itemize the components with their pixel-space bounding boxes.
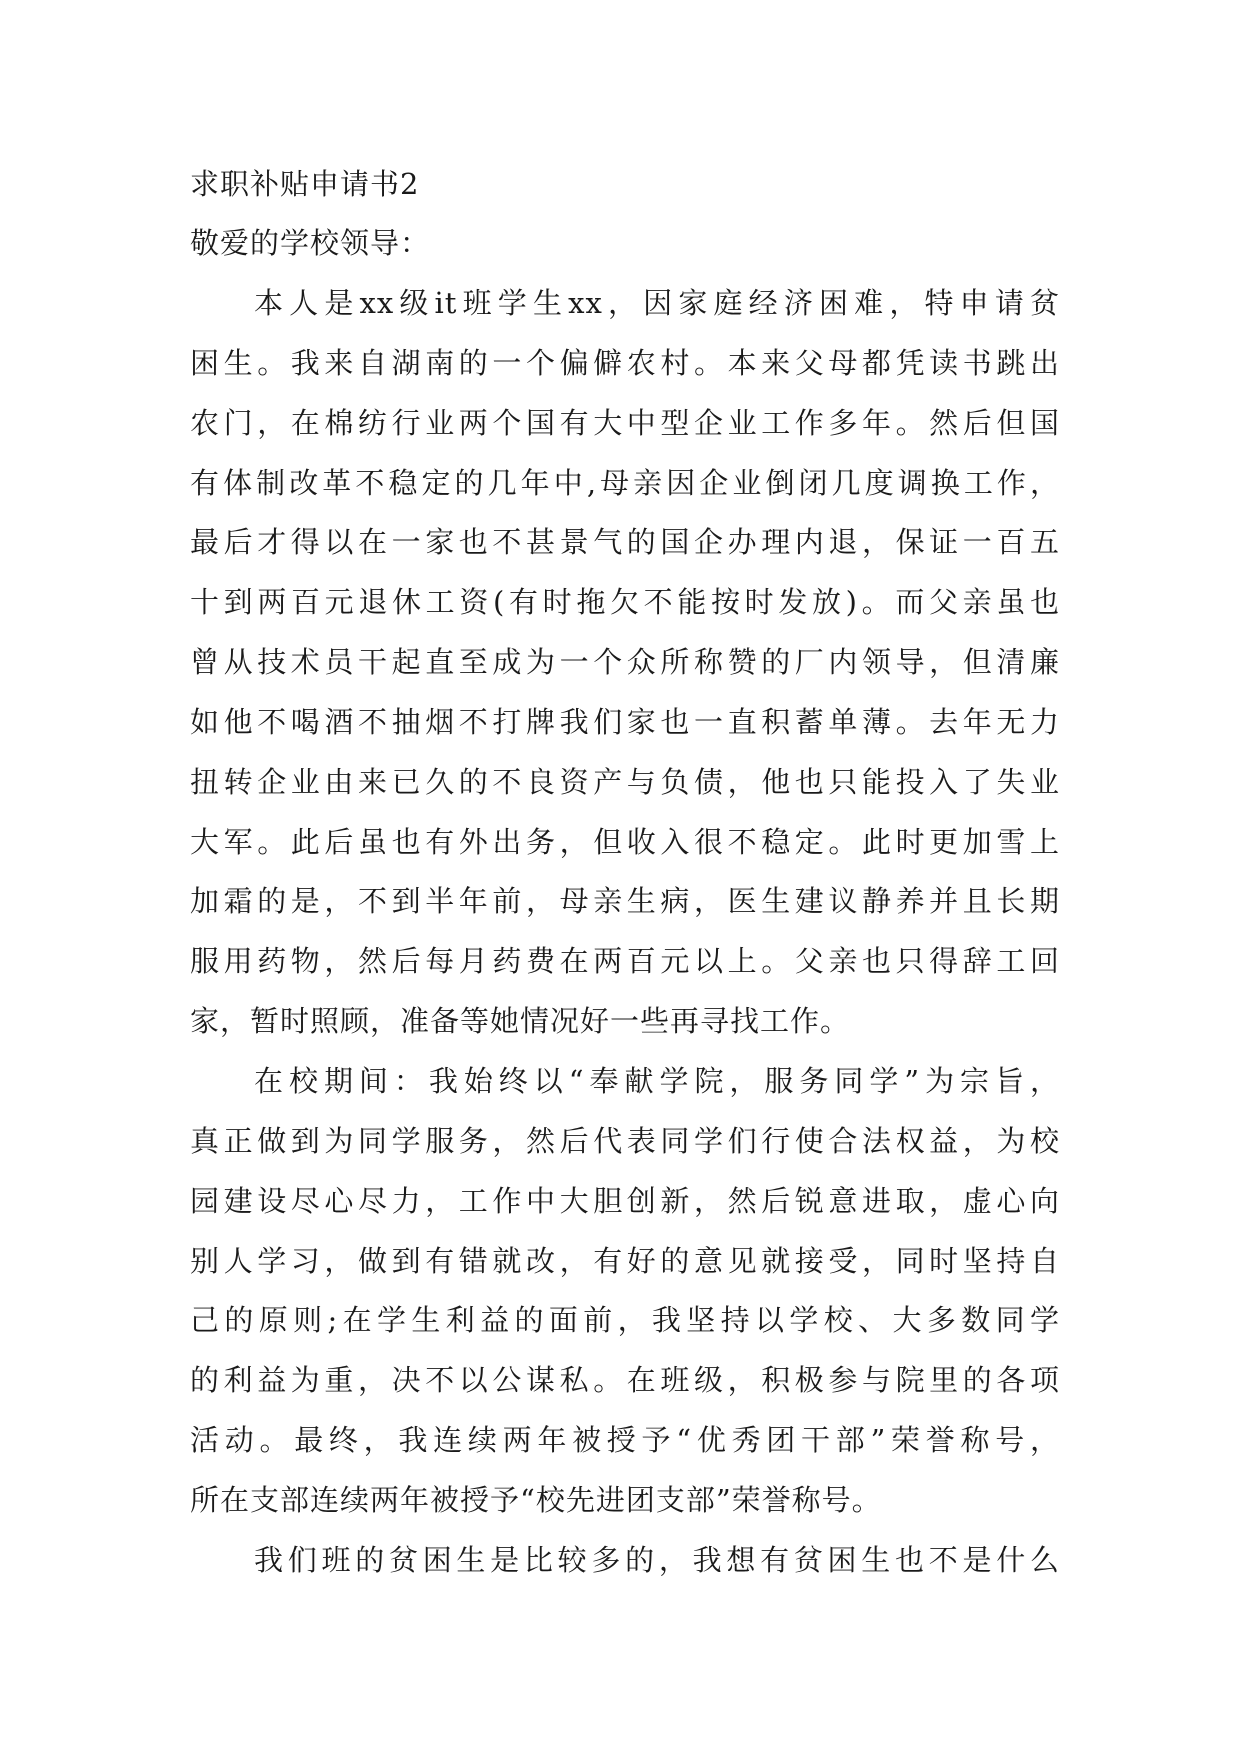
paragraph-line: 如他不喝酒不抽烟不打牌我们家也一直积蓄单薄。去年无力 xyxy=(190,705,1060,739)
paragraph-line: 园建设尽心尽力，工作中大胆创新，然后锐意进取，虚心向 xyxy=(190,1184,1060,1218)
paragraph-line: 家，暂时照顾，准备等她情况好一些再寻找工作。 xyxy=(190,1004,851,1038)
paragraph-line: 别人学习，做到有错就改，有好的意见就接受，同时坚持自 xyxy=(190,1244,1060,1278)
salutation: 敬爱的学校领导： xyxy=(190,226,431,260)
paragraph-line: 我们班的贫困生是比较多的，我想有贫困生也不是什么 xyxy=(254,1543,1060,1577)
paragraph-line: 十到两百元退休工资(有时拖欠不能按时发放)。而父亲虽也 xyxy=(190,585,1060,619)
paragraph-line: 曾从技术员干起直至成为一个众所称赞的厂内领导，但清廉 xyxy=(190,645,1060,679)
paragraph-line: 在校期间：我始终以“奉献学院，服务同学”为宗旨， xyxy=(254,1064,1060,1098)
paragraph-line: 真正做到为同学服务，然后代表同学们行使合法权益，为校 xyxy=(190,1124,1060,1158)
paragraph-line: 加霜的是，不到半年前，母亲生病，医生建议静养并且长期 xyxy=(190,884,1060,918)
paragraph-line: 己的原则;在学生利益的面前，我坚持以学校、大多数同学 xyxy=(190,1303,1060,1337)
paragraph-line: 活动。最终，我连续两年被授予“优秀团干部”荣誉称号， xyxy=(190,1423,1060,1457)
document-title: 求职补贴申请书2 xyxy=(190,167,420,201)
paragraph-line: 的利益为重，决不以公谋私。在班级，积极参与院里的各项 xyxy=(190,1363,1060,1397)
paragraph-line: 最后才得以在一家也不甚景气的国企办理内退，保证一百五 xyxy=(190,525,1060,559)
paragraph-line: 大军。此后虽也有外出务，但收入很不稳定。此时更加雪上 xyxy=(190,825,1060,859)
paragraph-line: 服用药物，然后每月药费在两百元以上。父亲也只得辞工回 xyxy=(190,944,1060,978)
paragraph-line: 扭转企业由来已久的不良资产与负债，他也只能投入了失业 xyxy=(190,765,1060,799)
paragraph-line: 本人是xx级it班学生xx，因家庭经济困难，特申请贫 xyxy=(254,286,1060,320)
paragraph-line: 所在支部连续两年被授予“校先进团支部”荣誉称号。 xyxy=(190,1483,882,1517)
paragraph-line: 有体制改革不稳定的几年中,母亲因企业倒闭几度调换工作， xyxy=(190,466,1060,500)
paragraph-line: 困生。我来自湖南的一个偏僻农村。本来父母都凭读书跳出 xyxy=(190,346,1060,380)
paragraph-line: 农门，在棉纺行业两个国有大中型企业工作多年。然后但国 xyxy=(190,406,1060,440)
